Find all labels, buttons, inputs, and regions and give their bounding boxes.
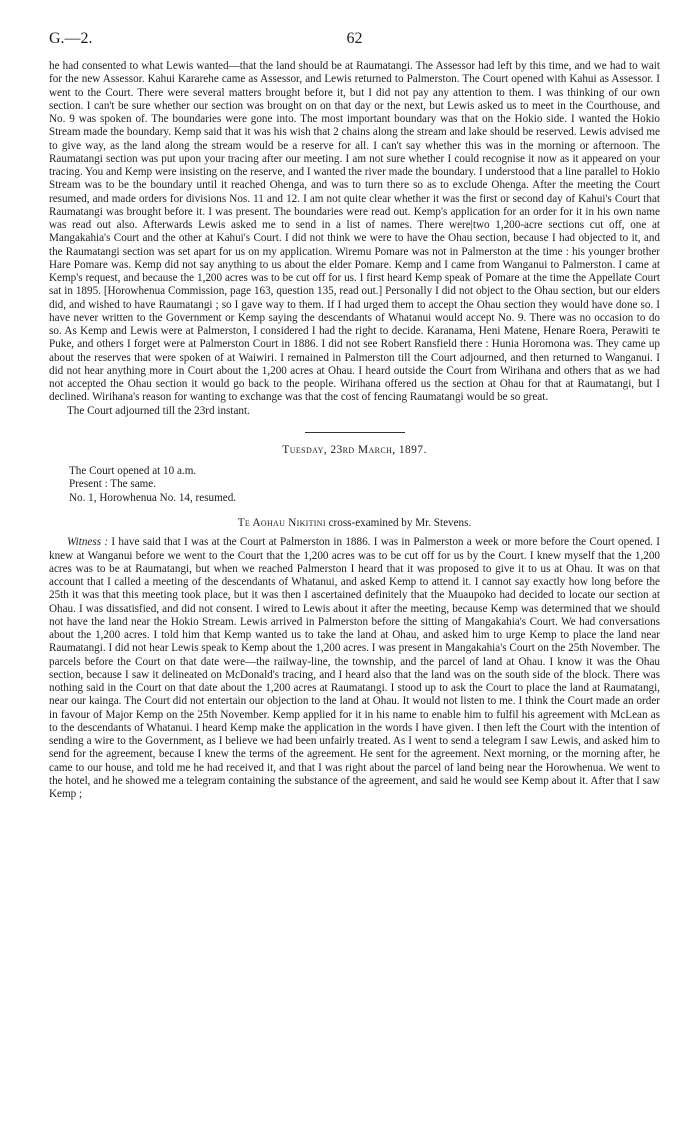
adjournment-line: The Court adjourned till the 23rd instant. xyxy=(67,404,250,417)
testimony-text: I have said that I was at the Court at Palmerston in 1886. I was in Palmerston a week or more before the Court opened. I knew at Wanganui before we went to the Court that the 1,200 acres was to be cut off for us by the Court. I knew myself that the 1,200 acres was to be at Raumatangi, but when we reached Palmerston I heard that it was proposed to give it to us at Ohau. It was on that account that I called a meeting of the descendants of Whatanui, and asked Kemp to attend it. I cannot say exactly how long before the 25th it was that this meeting took place, but it was then I ascertained definitely that the Muaupoko had decided to locate our section at Ohau. I was dissatisfied, and did not consent. I wired to Lewis about it after the meeting, because Kemp was determined that we should not have the land near the Hokio Stream. Lewis arrived in Palmerston before the sitting of Mangakahia's Court. We had conversations about the 1,200 acres. I told him that Kemp wanted us to take the land at Ohau, and asked him to urge Kemp to place the land near Raumatangi. I did not hear Lewis speak to Kemp about the 1,200 acres. I was present in Mangakahia's Court on the 25th November. The parcels before the Court on that date were—the railway-line, the township, and the parcel of land at Ohau. I know it was the Ohau section, because I saw it delineated on McDonald's tracing, and I heard also that the land was on the south side of the block. There was nothing said in the Court on that date about the 1,200 acres at Raumatangi. I stood up to ask the Court to place the land at Raumatangi, near our kainga. The Court did not entertain our objection to the land at Ohau. It would not listen to me. I think the Court made an order in favour of Major Kemp on the 25th November. Kemp applied for it in his name to enable him to fulfil his agreement with McLean as to the descendants of Whatanui. I heard Kemp make the application in the words I have given. I then left the Court with the intention of sending a wire to the Government, as I believe we had been unfairly treated. As I went to send a telegram I saw Lewis, and asked him to send for the agreement, because I knew the terms of the agreement. He sent for the agreement. Next morning, or the morning after, he came to our house, and told me he had received it, and that I was right about the parcel of land being near the Horowhenua. We went to the hotel, and he showed me a telegram containing the substance of the agreement, and said he would see Kemp about it. After that I saw Kemp ; xyxy=(49,536,660,801)
page-header xyxy=(49,30,660,60)
body-paragraph-continued: he had consented to what Lewis wanted—that the land should be at Raumatangi. The Assessor had left by this time, and we had to wait for the new Assessor. Kahui Kararehe came as Assessor, and Lewis returned to Palmerston. The Court opened with Kahui as Assessor. I went to the Court. There were several matters brought before it, but I did not pay any attention to them. I was thinking of our own section. I can't be sure whether our section was brought on on that day or the next, but Lewis asked us to meet in the Courthouse, and No. 9 was spoken of. The boundaries were gone into. The most important boundary was that on the Hokio side. I wanted the Hokio Stream made the boundary. Kemp said that it was his wish that 2 chains along the stream and lake should be reserved. Lewis advised me to give way, as the land along the stream would be a reserve for all. I can't say whether this was in the morning or afternoon. The Raumatangi section was put upon your tracing after our meeting. I am not sure whether I could recognise it now as it appeared on your tracing. You and Kemp were insisting on the reserve, and I wanted the river made the boundary. I understood that a line parallel to Hokio Stream was to be the boundary until it reached Ohenga, and was to turn there so as to exclude Ohenga. After the meeting the Court resumed, and made orders for divisions Nos. 11 and 12. I am not quite clear whether it was the first or second day of Kahui's Court that Raumatangi was brought before it. I was present. The boundaries were read out. Kemp's application for an order for it in his own name was read out also. Afterwards Lewis asked me to send in a list of names. There were|two 1,200-acre sections cut off, one at Mangakahia's Court and the other at Kahui's Court. I did not think we were to have the Ohau section, because I had objected to it, and the Raumatangi section was set apart for us on my application. Wiremu Pomare was not in Palmerston at the time : his younger brother Hare Pomare was. Kemp did not say anything to us about the elder Pomare. Kemp and I came from Wanganui to Palmerston. I came at Kemp's request, and because the 1,200 acres was to be cut off for us. I first heard Kemp speak of Pomare at the time the Appellate Court sat in 1895. [Horowhenua Commission, page 163, question 135, read out.] Personally I did not object to the Ohau section, but our elders did, and wished to have Raumatangi ; so I gave way to them. If I had urged them to accept the Ohau section they would have done so. I have never written to the Government or Kemp saying the descendants of Whatanui would accept No. 9. There was no occasion to do so. As Kemp and Lewis were at Palmerston, I considered I had the right to decide. Karanama, Heni Matene, Henare Roera, Perawiti te Puke, and others I forget were at Palmerston Court in 1886. I did not see Robert Ransfield there : Hunia Horomona was. They came up about the reserves that were spoken of at Waiwiri. I remained in Palmerston till the Court adjourned, and then returned to Wanganui. I did not hear anything more in Court about the 1,200 acres at Ohau. I heard outside the Court from Wirihana and others that as we had not accepted the Ohau section it would go back to the people. Wirihana offered us the section at Ohau for that at Raumatangi, but I declined. Wirihana's reason for wanting to exchange was that the cost of fencing Raumatangi would be so great. xyxy=(49,60,660,404)
document-reference: G.—2. xyxy=(49,30,93,47)
witness-name: Te Aohau Nikitini xyxy=(237,516,326,529)
page-number: 62 xyxy=(346,30,363,47)
witness-heading-suffix: cross-examined by Mr. Stevens. xyxy=(325,516,472,529)
present-line: Present : The same. xyxy=(69,478,157,491)
witness-heading xyxy=(49,517,660,530)
session-date: Tuesday, 23rd March, 1897. xyxy=(282,443,427,456)
court-opened-line: The Court opened at 10 a.m. xyxy=(69,464,197,477)
testimony-paragraph xyxy=(49,536,660,801)
section-divider xyxy=(305,432,405,433)
case-resumed-line: No. 1, Horowhenua No. 14, resumed. xyxy=(69,491,237,504)
witness-label: Witness : xyxy=(67,536,109,549)
